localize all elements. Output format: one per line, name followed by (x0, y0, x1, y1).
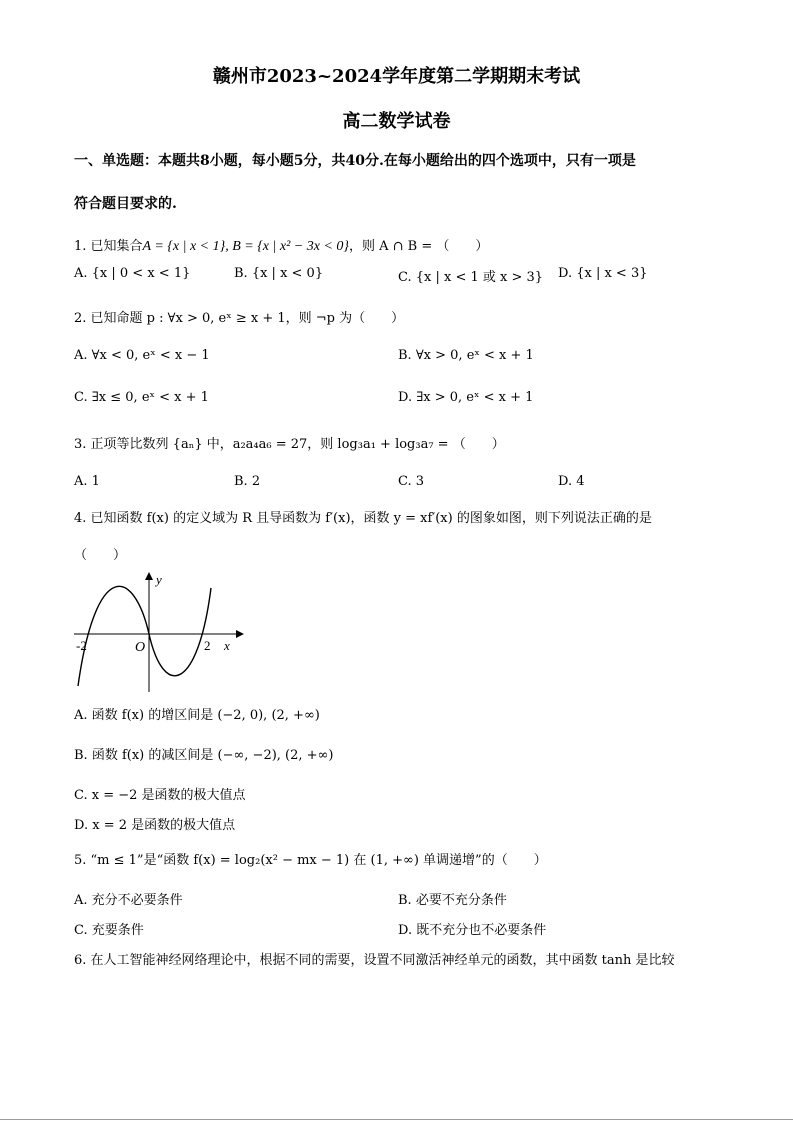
curve-y-xfprime (78, 586, 211, 686)
exam-subtitle: 高二数学试卷 (342, 111, 451, 132)
q1-option-d: D. {x | x < 3} (558, 266, 648, 281)
q5-option-a: A. 充分不必要条件 (74, 893, 183, 908)
q1-option-c: C. {x | x < 1 或 x > 3} (398, 270, 544, 285)
q2-option-b: B. ∀x > 0, eˣ < x + 1 (398, 348, 534, 363)
q1-stem: 1. 已知集合 (74, 239, 143, 254)
q5-option-d: D. 既不充分也不必要条件 (398, 923, 547, 938)
tick-label-minus-2: -2 (76, 638, 87, 653)
question-3: 3. 正项等比数列 {aₙ} 中，a₂a₄a₆ = 27，则 log₃a₁ + log₃a₇ = （ ） (74, 437, 505, 452)
q4-answer-paren: （ ） (74, 548, 127, 563)
q3-option-a: A. 1 (74, 474, 100, 489)
x-axis-arrow (236, 630, 244, 638)
q5-option-c: C. 充要条件 (74, 923, 144, 938)
q2-option-c: C. ∃x ≤ 0, eˣ < x + 1 (74, 390, 209, 405)
q2-option-d: D. ∃x > 0, eˣ < x + 1 (398, 390, 534, 405)
section-heading-line1: 一、单选题：本题共8小题，每小题5分，共40分.在每小题给出的四个选项中，只有一项是 (74, 153, 636, 169)
q3-option-b: B. 2 (234, 474, 261, 489)
q3-option-d: D. 4 (558, 474, 585, 489)
section-heading-line2: 符合题目要求的. (74, 196, 177, 212)
q4-option-a: A. 函数 f(x) 的增区间是 (−2, 0), (2, +∞) (74, 708, 320, 723)
q1-formula: A = {x | x < 1}, B = {x | x² − 3x < 0} (142, 239, 349, 254)
q3-option-c: C. 3 (398, 474, 425, 489)
q4-function-graph (68, 568, 248, 698)
q4-option-c: C. x = −2 是函数的极大值点 (74, 788, 246, 803)
origin-label: O (135, 640, 146, 655)
q4-option-d: D. x = 2 是函数的极大值点 (74, 818, 236, 833)
question-6: 6. 在人工智能神经网络理论中，根据不同的需要，设置不同激活神经单元的函数，其中函数 tanh 是比较 (74, 953, 675, 968)
q5-option-b: B. 必要不充分条件 (398, 893, 507, 908)
y-axis-arrow (145, 572, 153, 580)
q4-option-b: B. 函数 f(x) 的减区间是 (−∞, −2), (2, +∞) (74, 748, 334, 763)
q1-tail: ，则 A ∩ B = （ ） (349, 239, 489, 254)
page-bottom-rule (0, 1119, 793, 1120)
q1-option-b: B. {x | x < 0} (234, 266, 324, 281)
q1-option-a: A. {x | 0 < x < 1} (74, 266, 191, 281)
q2-option-a: A. ∀x < 0, eˣ < x − 1 (74, 348, 210, 363)
question-1 (74, 235, 488, 255)
question-5: 5. “m ≤ 1”是“函数 f(x) = log₂(x² − mx − 1) 在 (1, +∞) 单调递增”的（ ） (74, 853, 547, 868)
tick-label-2: 2 (204, 638, 211, 653)
y-axis-label: y (156, 572, 162, 587)
question-2: 2. 已知命题 p : ∀x > 0, eˣ ≥ x + 1，则 ¬p 为（ ） (74, 311, 405, 326)
exam-title: 赣州市2023~2024学年度第二学期期末考试 (212, 66, 581, 87)
question-4: 4. 已知函数 f(x) 的定义域为 R 且导函数为 f′(x)，函数 y = xf′(x) 的图象如图，则下列说法正确的是 (74, 511, 652, 526)
x-axis-label: x (224, 638, 230, 653)
